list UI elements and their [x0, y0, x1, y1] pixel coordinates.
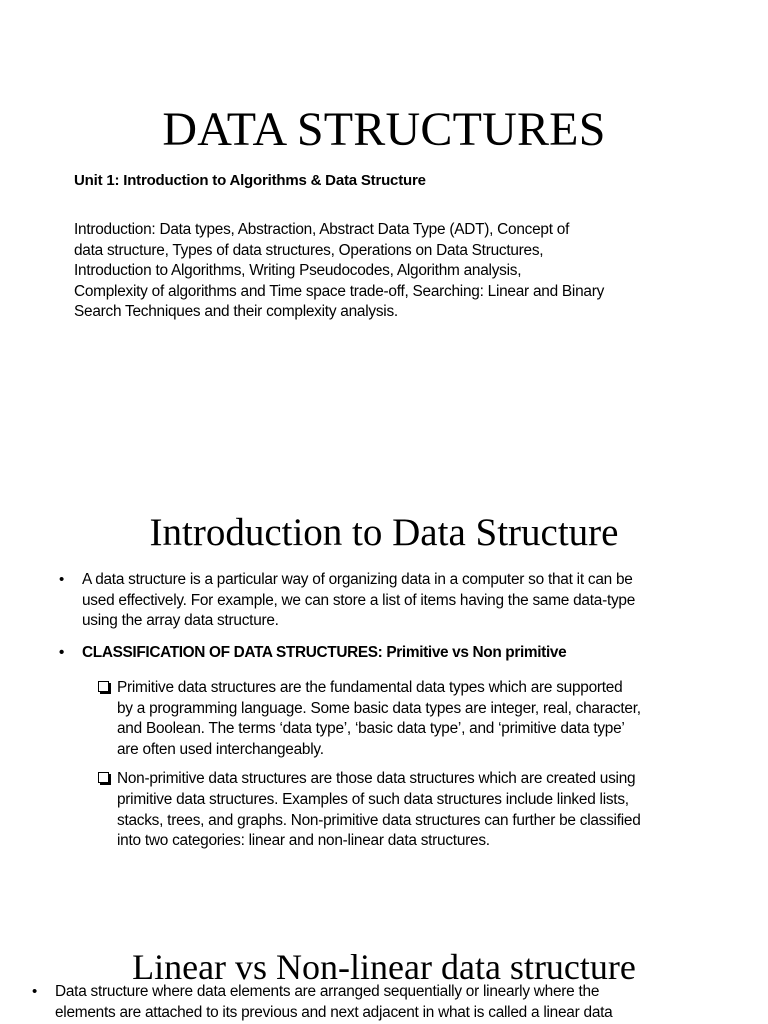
- bullet-icon: •: [59, 643, 64, 661]
- bullet-line: Data structure where data elements are arranged sequentially or linearly where the: [55, 983, 600, 1000]
- sub-item-primitive: [0, 678, 768, 760]
- intro-line: data structure, Types of data structures, Operations on Data Structures,: [74, 241, 544, 259]
- sub-item-line: Non-primitive data structures are those data structures which are created using: [117, 770, 636, 788]
- slide-linear-vs-non-linear: [0, 900, 768, 1024]
- sub-bullet-list: [0, 678, 768, 861]
- intro-line: Complexity of algorithms and Time space trade-off, Searching: Linear and Binary: [74, 282, 605, 300]
- bullet-list: [0, 570, 768, 663]
- slide-data-structures: [0, 0, 768, 470]
- bullet-list: [0, 982, 768, 1023]
- slide-title: Introduction to Data Structure: [149, 511, 619, 554]
- bullet-line: A data structure is a particular way of organizing data in a computer so that it can be: [82, 571, 633, 588]
- intro-paragraph: [74, 220, 734, 323]
- slide-title: Linear vs Non-linear data structure: [132, 947, 636, 987]
- page-title: DATA STRUCTURES: [162, 103, 606, 156]
- sub-item-line: by a programming language. Some basic data types are integer, real, character,: [117, 699, 641, 717]
- bullet-icon: •: [32, 983, 38, 1000]
- slide-introduction-to-data-structure: [0, 470, 768, 900]
- bullet-line: CLASSIFICATION OF DATA STRUCTURES: Primitive vs Non primitive: [82, 643, 567, 661]
- bullet-line: used effectively. For example, we can store a list of items having the same data-type: [82, 591, 636, 609]
- sub-item-line: into two categories: linear and non-linear data structures.: [117, 832, 490, 850]
- checkbox-icon: [98, 681, 109, 692]
- intro-line: Search Techniques and their complexity analysis.: [74, 303, 398, 321]
- bullet-item-linear-definition: [0, 982, 768, 1023]
- sub-item-non-primitive: [0, 769, 768, 851]
- bullet-line: elements are attached to its previous and next adjacent in what is called a linear data: [55, 1003, 613, 1021]
- bullet-icon: •: [59, 571, 65, 588]
- bullet-item-definition: [0, 570, 768, 632]
- sub-item-line: stacks, trees, and graphs. Non-primitive data structures can further be classified: [117, 811, 641, 829]
- bullet-line: using the array data structure.: [82, 612, 279, 630]
- intro-line: Introduction: Data types, Abstraction, Abstract Data Type (ADT), Concept of: [74, 221, 570, 238]
- checkbox-icon: [98, 772, 109, 783]
- sub-item-line: are often used interchangeably.: [117, 740, 324, 758]
- sub-item-line: Primitive data structures are the fundamental data types which are supported: [117, 679, 623, 696]
- bullet-item-classification: [0, 643, 768, 664]
- intro-line: Introduction to Algorithms, Writing Pseudocodes, Algorithm analysis,: [74, 262, 522, 280]
- sub-item-line: and Boolean. The terms ‘data type’, ‘basic data type’, and ‘primitive data type’: [117, 720, 625, 738]
- sub-item-line: primitive data structures. Examples of such data structures include linked lists,: [117, 790, 629, 808]
- unit-subtitle: Unit 1: Introduction to Algorithms & Data Structure: [74, 172, 426, 189]
